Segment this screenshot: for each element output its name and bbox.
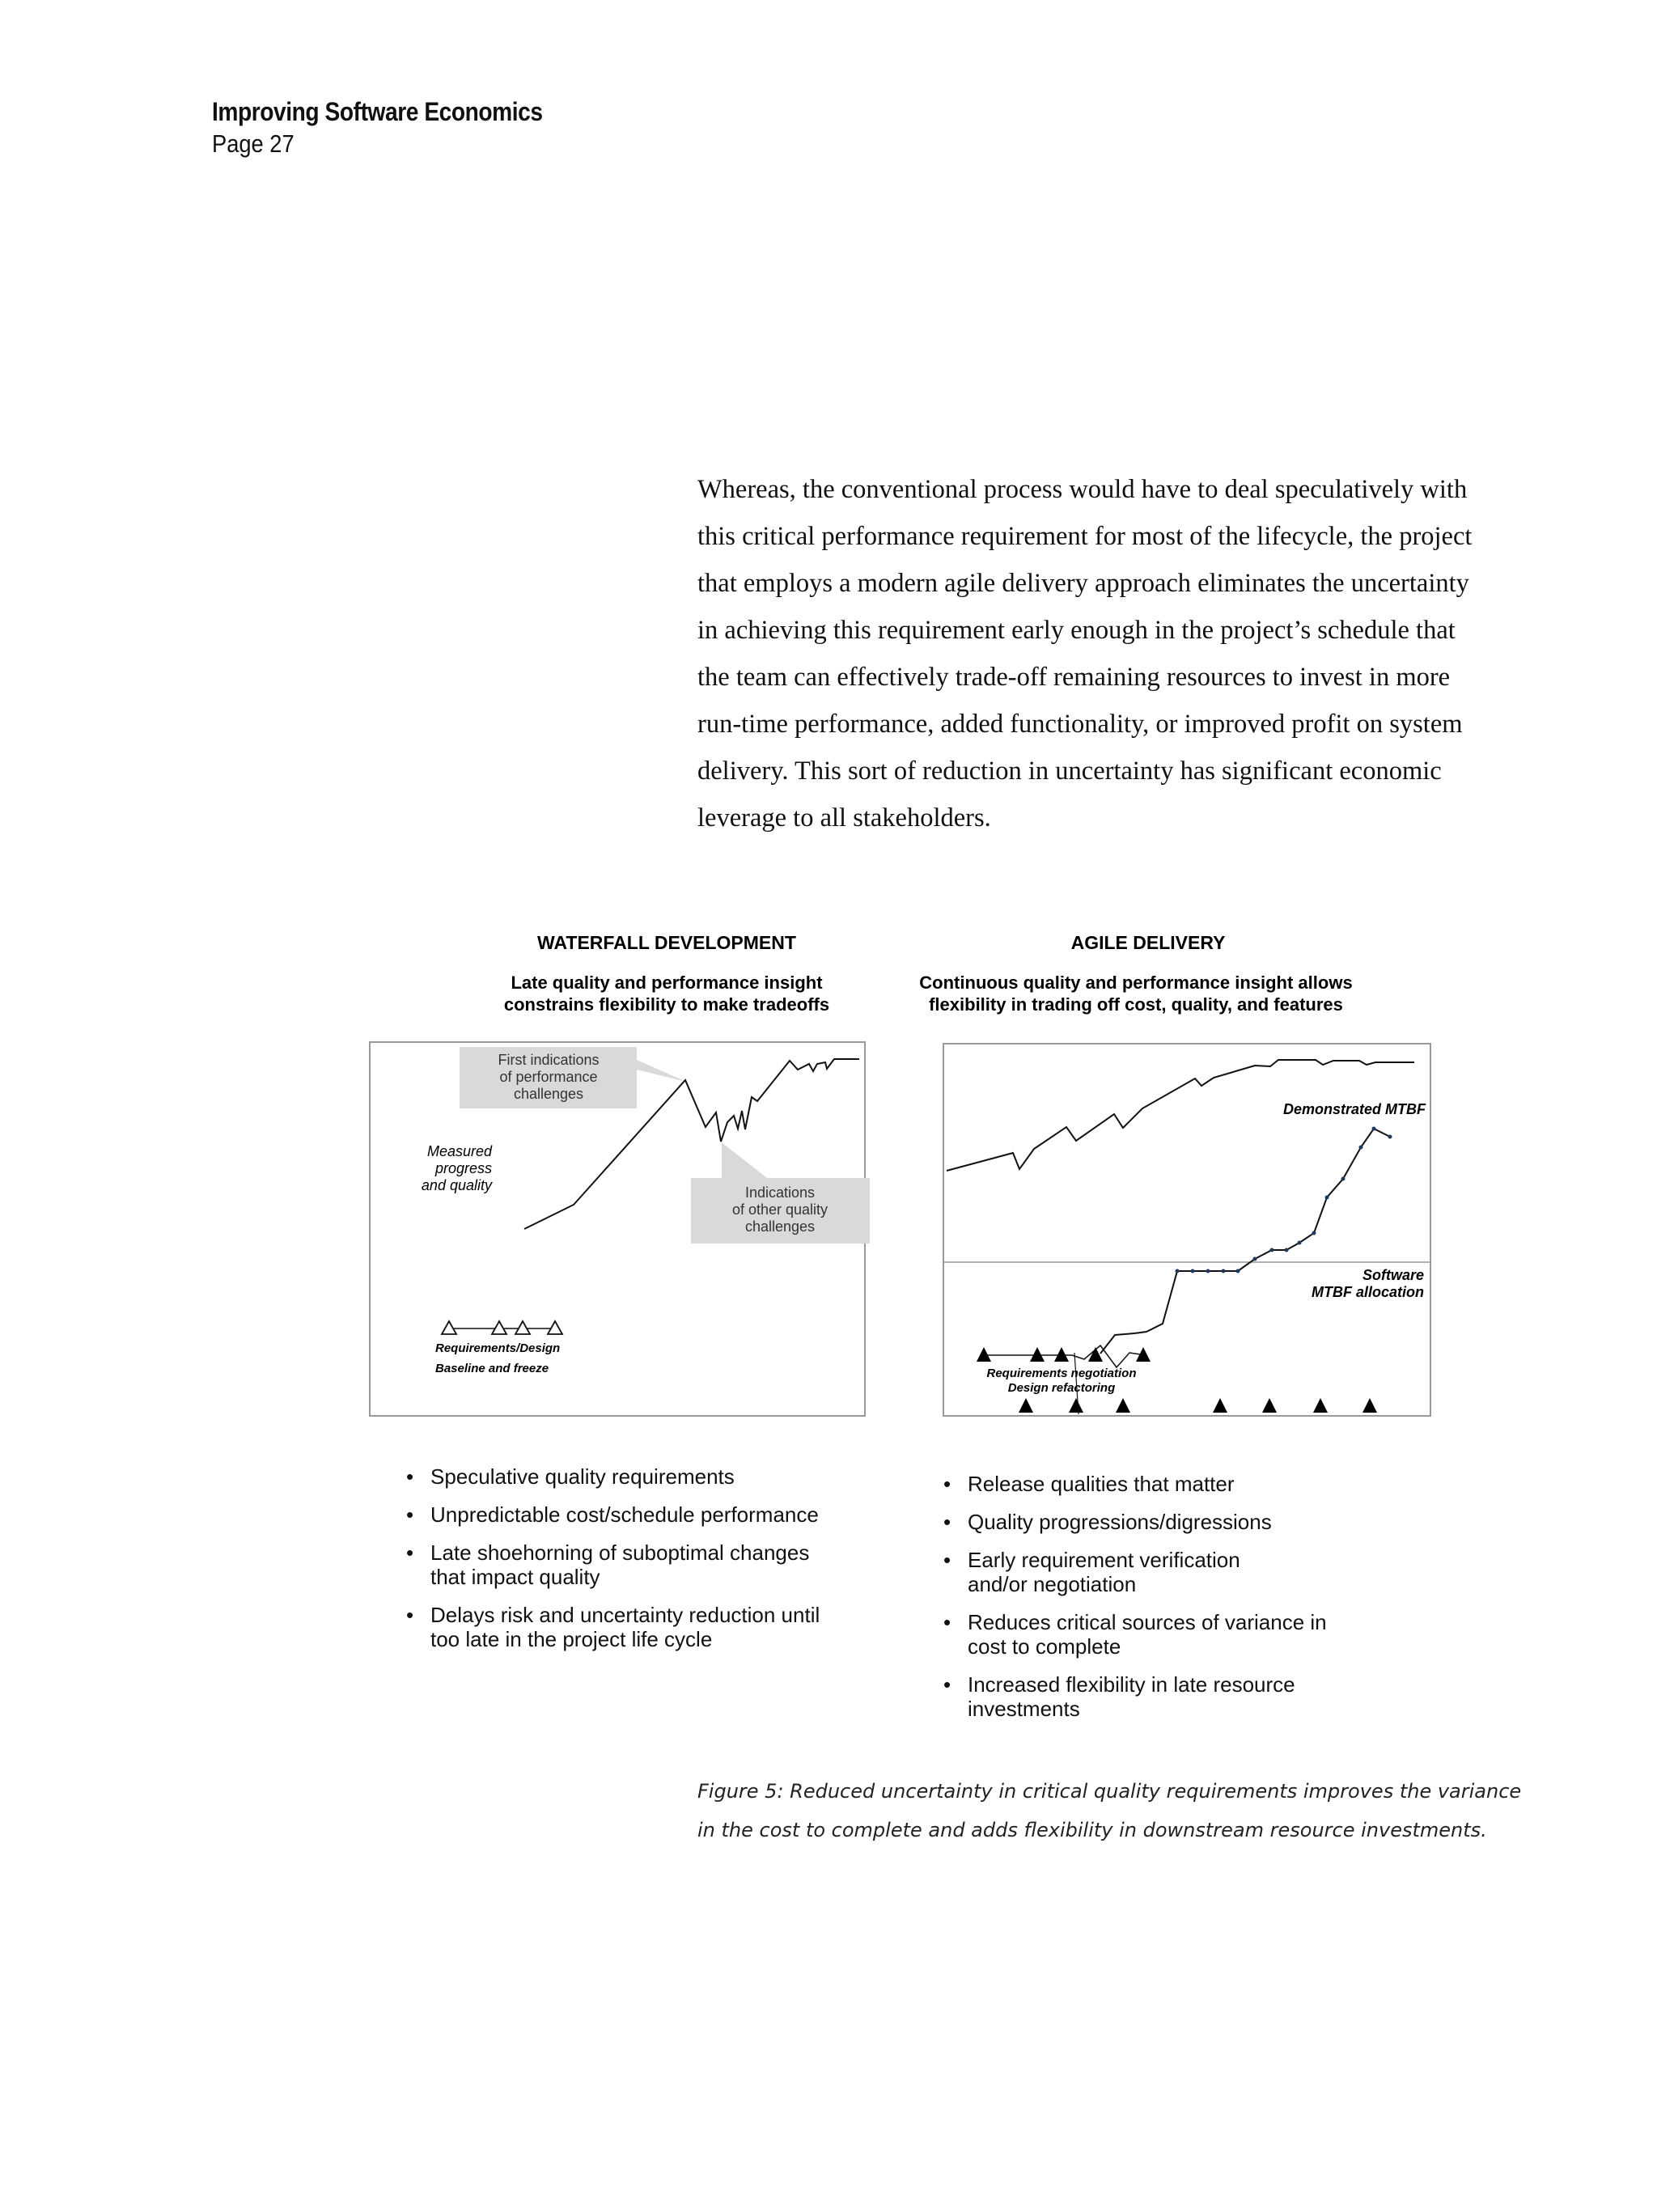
agile-milestone-label: Requirements negotiation (986, 1367, 1137, 1380)
bullet-glyph: • (406, 1603, 414, 1627)
bullet-text: Unpredictable cost/schedule performance (430, 1502, 819, 1527)
caption-line: in the cost to complete and adds flexibility in downstream resource investments. (697, 1819, 1487, 1841)
agile-panel (943, 1044, 1430, 1416)
bullet-text: Early requirement verification (968, 1548, 1240, 1572)
list-item (406, 1464, 820, 1489)
bullet-text: investments (968, 1697, 1080, 1721)
mtbf-point (1206, 1269, 1210, 1273)
callout-first-indications-line: of performance (499, 1069, 598, 1085)
bullet-glyph: • (943, 1610, 951, 1634)
agile-subheading-line: Continuous quality and performance insight allows (919, 973, 1353, 993)
waterfall-milestone-label: Baseline and freeze (435, 1362, 549, 1375)
mtbf-point (1388, 1135, 1392, 1139)
agile-heading: AGILE DELIVERY (1070, 932, 1226, 953)
measured-progress-label: progress (434, 1160, 492, 1176)
bullet-text: Increased flexibility in late resource (968, 1672, 1295, 1697)
list-item (406, 1603, 820, 1651)
measured-progress-label: and quality (421, 1177, 492, 1193)
agile-subheading-line: flexibility in trading off cost, quality, and features (929, 994, 1343, 1015)
waterfall-milestone-label: Requirements/Design (435, 1341, 561, 1355)
mtbf-point (1359, 1146, 1363, 1150)
list-item (943, 1472, 1327, 1496)
figure-caption (697, 1772, 1521, 1850)
mtbf-allocation-label: Software (1362, 1267, 1424, 1283)
mtbf-point (1191, 1269, 1195, 1273)
waterfall-subheading-line: constrains flexibility to make tradeoffs (503, 994, 830, 1015)
body-line: the team can effectively trade-off remaining resources to invest in more (697, 663, 1451, 692)
page-number: Page 27 (212, 129, 295, 158)
bullet-glyph: • (943, 1510, 951, 1534)
bullet-text: Speculative quality requirements (430, 1464, 735, 1489)
bullet-text: too late in the project life cycle (430, 1627, 713, 1651)
bullet-text: Delays risk and uncertainty reduction until (430, 1603, 820, 1627)
bullet-glyph: • (406, 1502, 414, 1527)
callout-first-indications-line: First indications (498, 1052, 600, 1068)
mtbf-point (1341, 1177, 1346, 1181)
mtbf-point (1253, 1257, 1257, 1261)
agile-frame (943, 1044, 1430, 1416)
bullet-text: Quality progressions/digressions (968, 1510, 1272, 1534)
mtbf-allocation-label: MTBF allocation (1312, 1284, 1424, 1300)
list-item (406, 1502, 820, 1527)
bullet-glyph: • (943, 1472, 951, 1496)
list-item (943, 1610, 1327, 1659)
bullet-text: Reduces critical sources of variance in (968, 1610, 1327, 1634)
demonstrated-mtbf-label: Demonstrated MTBF (1282, 1101, 1426, 1117)
mtbf-point (1236, 1269, 1240, 1273)
mtbf-point (1372, 1127, 1376, 1131)
agile-milestone-label: Design refactoring (1007, 1381, 1116, 1395)
list-item (943, 1672, 1327, 1721)
body-line: leverage to all stakeholders. (697, 803, 991, 833)
bullet-text: Release qualities that matter (968, 1472, 1235, 1496)
caption-line: Figure 5: Reduced uncertainty in critical quality requirements improves the variance (697, 1780, 1522, 1803)
callout-other-indications-line: of other quality (731, 1201, 828, 1218)
body-line: Whereas, the conventional process would have to deal speculatively with (697, 475, 1468, 504)
list-item (943, 1548, 1327, 1596)
mtbf-point (1270, 1248, 1274, 1252)
mtbf-point (1176, 1269, 1180, 1273)
bullet-text: that impact quality (430, 1565, 600, 1589)
mtbf-point (1325, 1196, 1329, 1200)
mtbf-point (1312, 1231, 1316, 1235)
bullet-text: Late shoehorning of suboptimal changes (430, 1540, 810, 1565)
mtbf-point (1298, 1241, 1302, 1245)
document-header-title: Improving Software Economics (212, 97, 543, 126)
waterfall-subheading-line: Late quality and performance insight (511, 973, 823, 993)
list-item (943, 1510, 1327, 1534)
bullet-glyph: • (943, 1548, 951, 1572)
callout-other-indications-line: challenges (744, 1218, 816, 1235)
callout-other-indications-line: Indications (744, 1184, 816, 1201)
waterfall-panel (370, 1042, 870, 1416)
waterfall-heading: WATERFALL DEVELOPMENT (537, 932, 796, 953)
list-item (406, 1540, 820, 1589)
bullet-text: and/or negotiation (968, 1572, 1137, 1596)
bullet-glyph: • (943, 1672, 951, 1697)
bullet-glyph: • (406, 1464, 414, 1489)
mtbf-point (1285, 1248, 1289, 1252)
bullet-text: cost to complete (968, 1634, 1121, 1659)
body-line: this critical performance requirement for most of the lifecycle, the project (697, 522, 1473, 551)
body-line: delivery. This sort of reduction in uncertainty has significant economic (697, 756, 1442, 786)
mtbf-point (1222, 1269, 1226, 1273)
callout-first-indications-line: challenges (513, 1086, 584, 1102)
body-line: that employs a modern agile delivery approach eliminates the uncertainty (697, 569, 1469, 598)
body-line: run-time performance, added functionality, or improved profit on system (697, 710, 1463, 739)
agile-bullet-list (943, 1472, 1327, 1735)
body-line: in achieving this requirement early enough in the project’s schedule that (697, 616, 1456, 645)
bullet-glyph: • (406, 1540, 414, 1565)
measured-progress-label: Measured (426, 1143, 492, 1159)
waterfall-bullet-list (406, 1464, 820, 1665)
